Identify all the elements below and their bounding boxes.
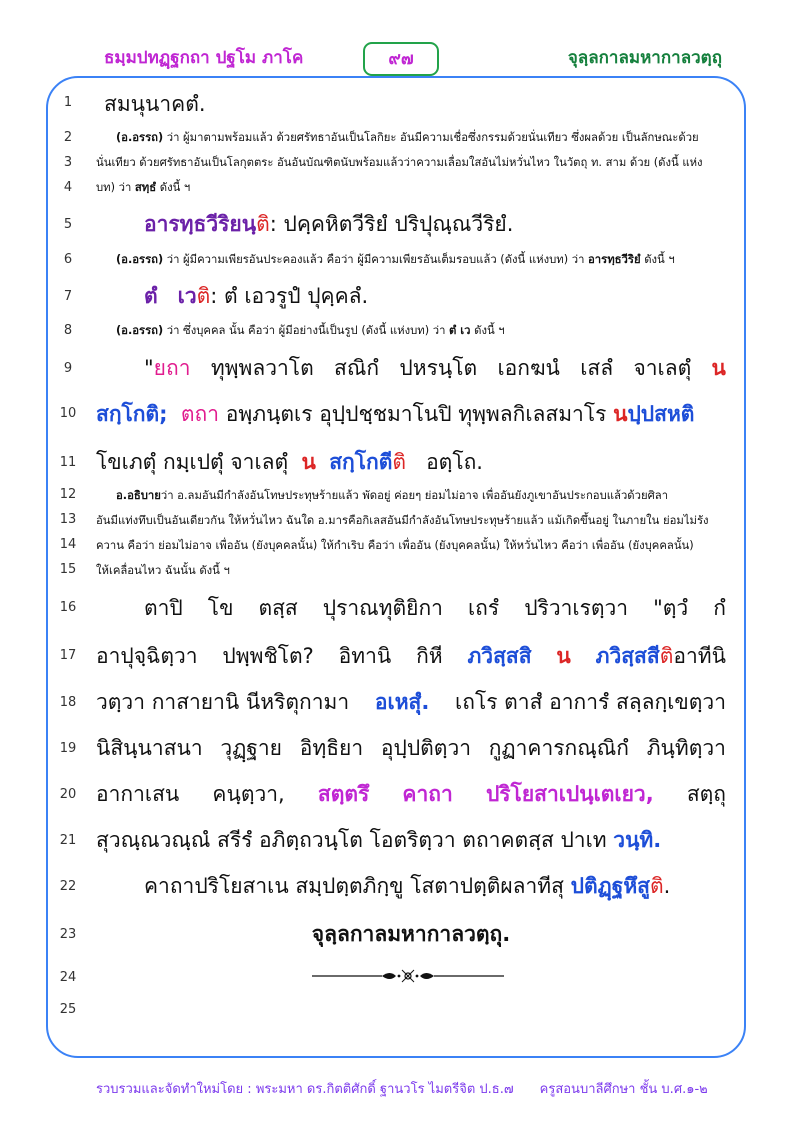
verb-word: อเหสุํ. — [374, 690, 430, 714]
thai-text: ดังนี้ ฯ — [159, 181, 191, 194]
pali-word: ปพฺพชิโต? — [222, 644, 314, 668]
pali-word: โข — [207, 596, 234, 620]
line-number: 12 — [59, 487, 77, 502]
pali-text: โขเภตุํ กมฺเปตุํ จาเลตุํ — [96, 450, 289, 474]
thai-line-15 — [96, 561, 726, 579]
pali-word: เสลํ — [580, 356, 614, 380]
pali-word: ภวิสฺสสีติอาทีนิ — [595, 644, 726, 668]
pali-text: สุวณฺณวณฺณํ สรีรํ อภิตฺถวนฺโต โอตริตฺวา ตถาคตสฺส ปาเท — [96, 828, 607, 852]
pali-text: ปคฺคหิตวีริยํ ปริปุณฺณวีริยํ. — [283, 212, 514, 236]
thai-line-12 — [96, 486, 726, 504]
line-number: 10 — [59, 406, 77, 421]
pali-text: อพฺภนฺตเร อุปฺปชฺชมาโนปิ ทุพฺพลกิเลสมาโร — [225, 402, 607, 426]
book-title: ธมฺมปทฏฺฐกถา ปฐโม ภาโค — [104, 48, 304, 68]
pali-word: สณิกํ — [334, 356, 380, 380]
iti-particle: ติ — [256, 212, 270, 236]
gloss-label: อ.อธิบาย — [116, 489, 161, 502]
pali-text: เถโร ตาสํ อาการํ สลฺลกฺเขตฺวา — [455, 690, 726, 714]
pali-word: ปุราณทุติยิกา — [322, 596, 443, 620]
line-number: 24 — [59, 970, 77, 985]
line-number: 4 — [63, 180, 73, 195]
pali-text: วตฺวา กาสายานิ นีหริตุกามา — [96, 690, 350, 714]
pali-text: คาถาปริโยสาเน สมฺปตฺตภิกฺขู โสตาปตฺติผลาทีสุ — [144, 874, 564, 898]
pali-line-20 — [96, 778, 726, 811]
line-number: 16 — [59, 600, 77, 615]
page-number-badge: ๙๗ — [363, 42, 439, 76]
story-title: จุลฺลกาลมหากาลวตฺถุ — [567, 48, 722, 68]
thai-line-6 — [96, 250, 726, 268]
pali-line-19 — [96, 732, 726, 765]
thai-line-8 — [96, 321, 726, 339]
line-number: 2 — [63, 130, 73, 145]
pali-line-7 — [96, 280, 726, 313]
verb-word: สกฺโกติ; — [96, 402, 168, 426]
thai-line-3 — [96, 153, 726, 171]
verb-word: ปติฏฺฐหึสู — [570, 874, 650, 898]
line-number: 14 — [59, 537, 77, 552]
pali-line-18 — [96, 686, 726, 719]
thai-text: ให้เคลื่อนไหว ฉันนั้น ดังนี้ ฯ — [96, 564, 230, 577]
line-number: 23 — [59, 927, 77, 942]
story-end-title — [96, 918, 726, 951]
pali-word: จาเลตุํ — [633, 356, 692, 380]
key-word: ตํ เว — [449, 324, 471, 337]
thai-text: ว่า อ.ลมอันมีกำลังอันโทษประทุษร้ายแล้ว พัดอยู่ ค่อยๆ ย่อมไม่อาจ เพื่ออันยังภูเขาอันประกอบแล้วด้วยศิลา — [160, 489, 669, 502]
story-end-title-text: จุลฺลกาลมหากาลวตฺถุ. — [311, 922, 511, 946]
pali-word: วุฏฺฐาย — [220, 736, 282, 760]
iti-particle: ติ — [196, 284, 211, 308]
ornament-divider — [312, 968, 504, 984]
negation-word: น — [301, 450, 316, 474]
thai-line-13 — [96, 511, 726, 529]
line-number: 8 — [63, 323, 73, 338]
yatha-word: ยถา — [153, 356, 191, 380]
pali-word: ปหรนฺโต — [399, 356, 478, 380]
pali-word: กํ — [713, 596, 726, 620]
pali-word: อาปุจฺฉิตฺวา — [96, 644, 198, 668]
highlight-word: คาถา — [402, 782, 453, 806]
period: . — [663, 874, 671, 898]
pali-line-21 — [96, 824, 726, 857]
lemma: อารทฺธวีริยนฺ — [144, 212, 257, 236]
line-number: 15 — [59, 562, 77, 577]
verb-word: สกฺโกตี — [329, 450, 393, 474]
iti-particle: ติ — [650, 874, 664, 898]
thai-text: ว่า ซึ่งบุคคล นั้น คือว่า ผู้มีอย่างนี้เป็นรูป (ดังนี้ แห่งบท) ว่า — [166, 324, 446, 337]
pali-text: : ตํ เอวรูปํ ปุคฺคลํ. — [210, 284, 369, 308]
pali-word: เอกฆนํ — [497, 356, 560, 380]
tatha-word: ตถา — [180, 402, 220, 426]
pali-word: เถรํ — [468, 596, 500, 620]
pali-line-22 — [96, 870, 726, 903]
line-number: 7 — [63, 289, 73, 304]
pali-word: อิทฺธิยา — [299, 736, 364, 760]
pali-word: สตฺถุ — [686, 782, 726, 806]
thai-text: ควาน คือว่า ย่อมไม่อาจ เพื่ออัน (ยังบุคคลนั้น) ให้กำเริบ คือว่า เพื่ออัน (ยังบุคคลนั้น) ให้หวั่นไหว คือว่า เพื่ออัน (ยังบุคคลนั้น) — [96, 539, 694, 552]
pali-line-5 — [96, 208, 726, 241]
line-number: 6 — [63, 252, 73, 267]
line-number: 25 — [59, 1002, 77, 1017]
key-word: อารทฺธวีริยํ — [588, 253, 641, 266]
verb-word: ภวิสฺสสิ — [467, 644, 532, 668]
key-word: สทฺธํ — [134, 181, 157, 194]
pali-word: ปริวาเรตฺวา — [524, 596, 629, 620]
line-number: 3 — [63, 155, 73, 170]
pali-line-17 — [96, 640, 726, 673]
lemma: ตํ — [144, 284, 158, 308]
thai-line-4 — [96, 178, 726, 196]
pali-word: คนฺตฺวา, — [212, 782, 285, 806]
highlight-word: สตฺตรึ — [317, 782, 370, 806]
pali-word: อุปฺปติตฺวา — [380, 736, 472, 760]
highlight-word: ปริโยสาเปนฺเตเยว, — [485, 782, 654, 806]
footer — [96, 1078, 708, 1099]
iti-particle: ติ — [392, 450, 407, 474]
thai-text: ว่า ผู้มีความเพียรอันประคองแล้ว คือว่า ผู้มีความเพียรอันเต็มรอบแล้ว (ดังนี้ แห่งบท) ว่า — [166, 253, 585, 266]
verb-word: วนฺทิ. — [613, 828, 662, 852]
pali-word: กูฏาคารกณฺณิกํ — [488, 736, 629, 760]
pali-line-1 — [104, 88, 726, 121]
line-number: 1 — [63, 95, 73, 110]
thai-line-14 — [96, 536, 726, 554]
thai-line-2 — [96, 128, 726, 146]
thai-text: บท) ว่า — [96, 181, 132, 194]
line-number: 9 — [63, 361, 73, 376]
footer-credit: รวบรวมและจัดทำใหม่โดย : พระมหา ดร.กิตติศักดิ์ ฐานวโร ไมตรีจิต ป.ธ.๗ — [96, 1082, 514, 1097]
verb-word: นปฺปสหติ — [613, 402, 695, 426]
thai-text: นั่นเทียว ด้วยศรัทธาอันเป็นโลกุตตระ อันอันบัณฑิตนับพร้อมแล้วว่าความเลื่อมใสอันไม่หวั่นไหว ในวัตถุ ท. สาม ด้วย (ดังนี้ แห่ง — [96, 156, 703, 169]
pali-word: ตสฺส — [258, 596, 298, 620]
thai-text: ดังนี้ ฯ — [474, 324, 505, 337]
negation-word: น — [556, 644, 571, 668]
footer-role: ครูสอนบาลีศึกษา ชั้น บ.ศ.๑-๒ — [539, 1082, 708, 1097]
line-number: 22 — [59, 879, 77, 894]
gloss-label: (อ.อรรถ) — [116, 131, 164, 144]
pali-word: "ตฺวํ — [653, 596, 689, 620]
colon: : — [269, 212, 277, 236]
thai-text: อันมีแท่งทึบเป็นอันเดียวกัน ให้หวั่นไหว ฉันใด อ.มารคือกิเลสอันมีกำลังอันโทษประทุษร้ายแล้ว แม้เกิดขึ้นอยู่ ในภายใน ย่อมไม่รัง — [96, 514, 709, 527]
negation-word: น — [711, 356, 726, 380]
pali-word: ตาปิ — [144, 596, 183, 620]
thai-text: ว่า ผู้มาตามพร้อมแล้ว ด้วยศรัทธาอันเป็นโลกิยะ อันมีความเชื่อซึ่งกรรมด้วยนั่นเทียว ซึ่งผลด้วย เป็นลักษณะด้วย — [166, 131, 699, 144]
pali-line-9 — [96, 352, 726, 385]
pali-word: กิหี — [416, 644, 443, 668]
line-number: 17 — [59, 648, 77, 663]
gloss-label: (อ.อรรถ) — [116, 253, 164, 266]
pali-line-11 — [96, 446, 726, 479]
pali-word: นิสินฺนาสนา — [96, 736, 203, 760]
gloss-label: (อ.อรรถ) — [116, 324, 164, 337]
pali-line-10 — [96, 398, 726, 431]
line-number: 21 — [59, 833, 77, 848]
pali-text: สมนุนาคตํ. — [104, 92, 206, 116]
lemma: เว — [177, 284, 197, 308]
line-number: 5 — [63, 217, 73, 232]
line-number: 13 — [59, 512, 77, 527]
pali-word: อิทานิ — [338, 644, 392, 668]
line-number: 18 — [59, 695, 77, 710]
line-number: 11 — [59, 455, 77, 470]
pali-text: อตฺโถ. — [426, 450, 483, 474]
line-number: 20 — [59, 787, 77, 802]
line-number: 19 — [59, 741, 77, 756]
pali-word: ภินฺทิตฺวา — [646, 736, 726, 760]
pali-line-16 — [96, 592, 726, 625]
pali-word: ทุพฺพลวาโต — [210, 356, 314, 380]
thai-text: ดังนี้ ฯ — [644, 253, 675, 266]
pali-word: "ยถา — [144, 356, 191, 380]
pali-word: อากาเสน — [96, 782, 180, 806]
